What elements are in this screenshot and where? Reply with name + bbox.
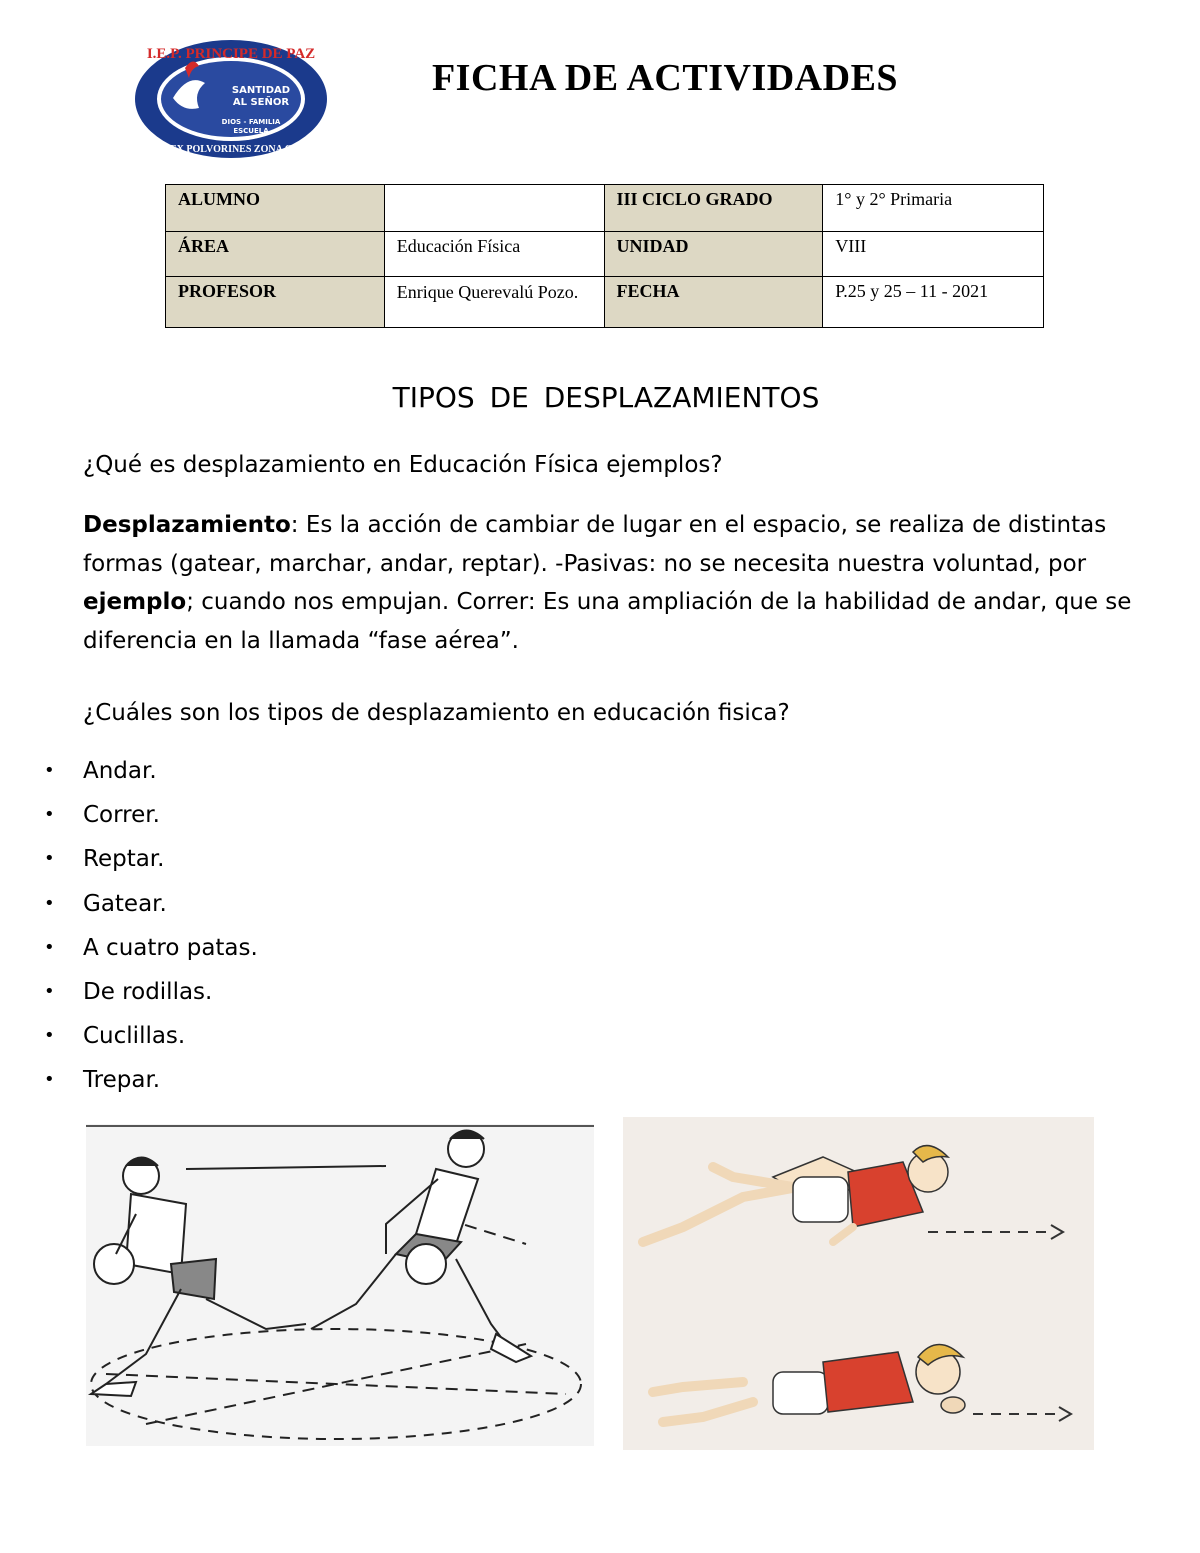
logo-values-line1: DIOS - FAMILIA [221,118,281,126]
list-item [40,973,258,1017]
value-profesor: Enrique Querevalú Pozo. [384,277,604,328]
list-item-label: De rodillas. [83,978,213,1005]
list-item [40,752,258,796]
definition-text-part2: ; cuando nos empujan. Correr: Es una ampliación de la habilidad de andar, que se diferencia en la llamada “fase aérea”. [83,589,1132,654]
list-item-label: Trepar. [83,1067,161,1094]
list-item [40,1017,258,1061]
definition-text-part1: : Es la acción de cambiar de lugar en el espacio, se realiza de distintas formas (gatear, marchar, andar, reptar). -Pasivas: no se necesita nuestra voluntad, por [83,512,1107,577]
definition-paragraph [83,506,1133,660]
list-item [40,1061,258,1105]
table-row [166,277,1044,328]
bullet-icon: • [44,1025,55,1047]
dribbling-players-illustration [86,1124,594,1446]
question-1: ¿Qué es desplazamiento en Educación Física ejemplos? [83,452,723,478]
list-item-label: Correr. [83,802,160,829]
label-unidad: UNIDAD [604,232,823,277]
value-unidad: VIII [823,232,1044,277]
value-fecha: P.25 y 25 – 11 - 2021 [823,277,1044,328]
bullet-icon: • [44,892,55,914]
logo-motto-line2: AL SEÑOR [232,97,290,108]
bullet-icon: • [44,804,55,826]
label-area: ÁREA [166,232,385,277]
label-ciclo-grado: III CICLO GRADO [604,185,823,232]
displacement-types-list [40,752,258,1106]
bullet-icon: • [44,848,55,870]
logo-ring-bottom-text: EX POLVORINES ZONA C [170,144,292,155]
list-item [40,796,258,840]
logo-ring-top-text: I.E.P. PRINCIPE DE PAZ [146,46,316,62]
list-item [40,885,258,929]
table-row [166,185,1044,232]
bullet-icon: • [44,936,55,958]
label-alumno: ALUMNO [166,185,385,232]
list-item-label: Reptar. [83,846,165,873]
bullet-icon: • [44,1069,55,1091]
value-area: Educación Física [384,232,604,277]
definition-term: Desplazamiento [83,512,291,538]
list-item-label: A cuatro patas. [83,934,258,961]
list-item-label: Cuclillas. [83,1023,186,1050]
definition-emphasis: ejemplo [83,589,187,615]
student-info-table [165,184,1044,328]
table-row [166,232,1044,277]
bullet-icon: • [44,760,55,781]
label-fecha: FECHA [604,277,823,328]
school-logo [133,38,329,160]
list-item-label: Andar. [83,758,157,784]
list-item [40,929,258,973]
value-alumno [384,185,604,232]
logo-motto-line1: SANTIDAD [231,85,291,96]
logo-values-line2: ESCUELA [233,127,269,135]
label-profesor: PROFESOR [166,277,385,328]
section-title: TIPOS DE DESPLAZAMIENTOS [392,381,820,414]
list-item [40,840,258,884]
crawling-children-illustration [623,1117,1094,1450]
value-ciclo-grado: 1° y 2° Primaria [823,185,1044,232]
document-title: FICHA DE ACTIVIDADES [431,57,899,99]
question-2: ¿Cuáles son los tipos de desplazamiento en educación fisica? [83,700,790,726]
bullet-icon: • [44,980,55,1002]
list-item-label: Gatear. [83,890,167,917]
